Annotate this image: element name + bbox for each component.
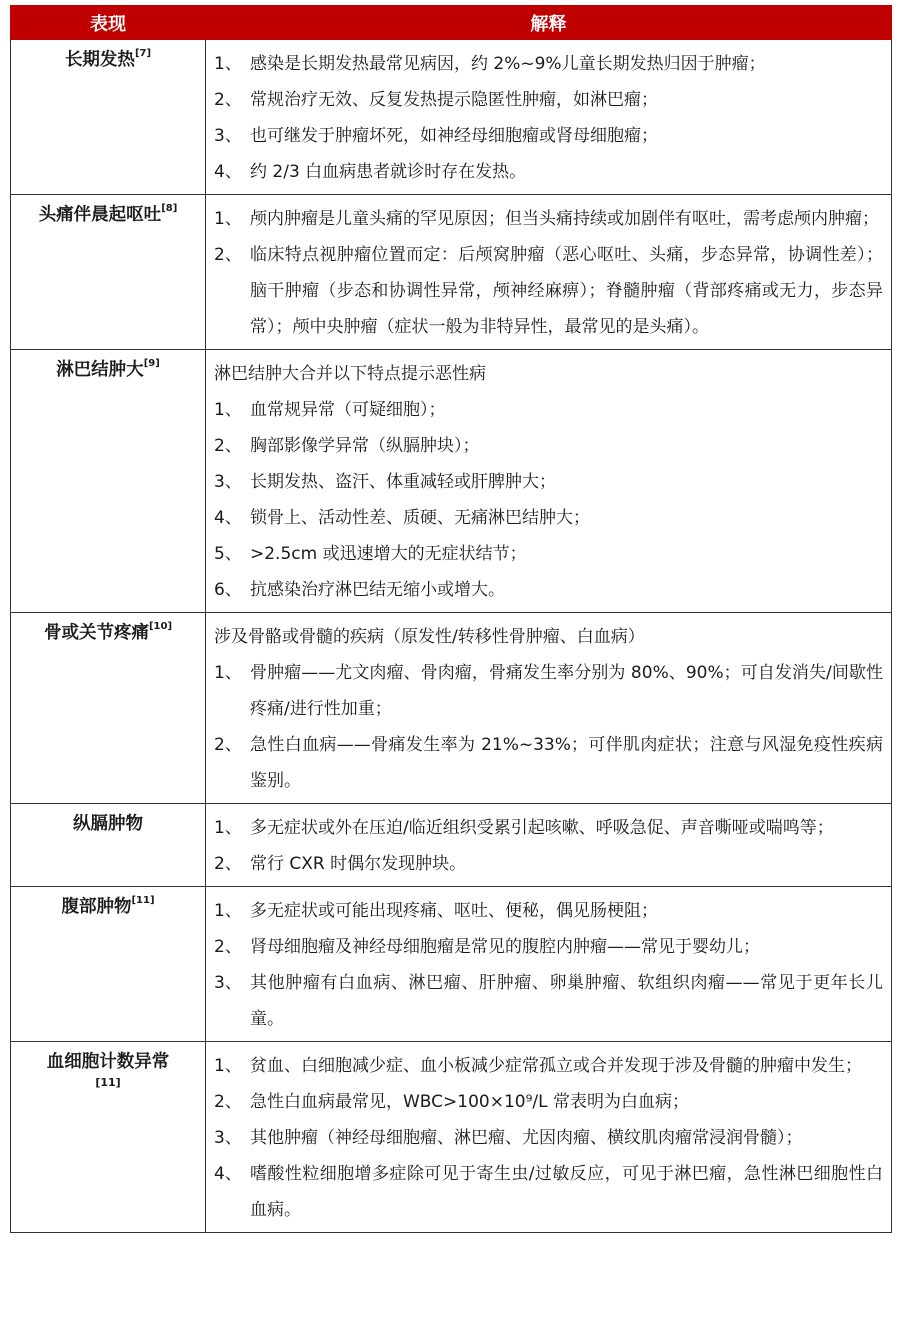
symptom-table (10, 5, 892, 1233)
item-number: 5、 (214, 544, 242, 564)
symptom-label: 纵膈肿物 (73, 814, 143, 834)
item-text: 贫血、白细胞减少症、血小板减少症常孤立或合并发现于涉及骨髓的肿瘤中发生； (250, 1056, 862, 1076)
header-symptom: 表现 (11, 6, 206, 40)
item-number: 1、 (214, 209, 242, 229)
item-number: 4、 (214, 162, 242, 182)
list-item (214, 572, 883, 608)
item-text: 其他肿瘤有白血病、淋巴瘤、肝肿瘤、卵巢肿瘤、软组织肉瘤——常见于更年长儿童。 (250, 973, 883, 1029)
explanation-intro: 淋巴结肿大合并以下特点提示恶性病 (214, 364, 486, 384)
reference-marker: [9] (143, 358, 160, 369)
item-text: 长期发热、盗汗、体重减轻或肝脾肿大； (250, 472, 556, 492)
list-item (214, 965, 883, 1037)
symptom-cell (11, 804, 206, 887)
reference-marker: [11] (131, 895, 155, 906)
item-number: 1、 (214, 54, 242, 74)
item-number: 1、 (214, 901, 242, 921)
table-row (11, 195, 892, 350)
explanation-cell (206, 40, 892, 195)
symptom-cell (11, 350, 206, 613)
item-number: 2、 (214, 937, 242, 957)
symptom-cell (11, 1042, 206, 1233)
item-number: 1、 (214, 400, 242, 420)
table-row (11, 350, 892, 613)
reference-marker: [10] (148, 621, 173, 632)
symptom-cell (11, 887, 206, 1042)
list-item (214, 929, 883, 965)
item-text: 锁骨上、活动性差、质硬、无痛淋巴结肿大； (250, 508, 590, 528)
list-item (214, 810, 883, 846)
header-explanation: 解释 (206, 6, 892, 40)
explanation-cell (206, 1042, 892, 1233)
item-text: 感染是长期发热最常见病因，约 2%~9%儿童长期发热归因于肿瘤； (250, 54, 766, 74)
table-header-row (11, 6, 892, 40)
list-item (214, 893, 883, 929)
item-text: 常规治疗无效、反复发热提示隐匿性肿瘤，如淋巴瘤； (250, 90, 658, 110)
item-text: 常行 CXR 时偶尔发现肿块。 (250, 854, 467, 874)
table-row (11, 887, 892, 1042)
item-number: 1、 (214, 1056, 242, 1076)
list-item (214, 1156, 883, 1228)
explanation-cell (206, 613, 892, 804)
item-text: 抗感染治疗淋巴结无缩小或增大。 (250, 580, 505, 600)
list-item (214, 846, 883, 882)
item-number: 2、 (214, 245, 242, 265)
item-number: 3、 (214, 973, 242, 993)
item-number: 3、 (214, 1128, 242, 1148)
explanation-intro: 涉及骨骼或骨髓的疾病（原发性/转移性骨肿瘤、白血病） (214, 627, 645, 647)
item-number: 2、 (214, 735, 242, 755)
table-row (11, 613, 892, 804)
item-text: 胸部影像学异常（纵膈肿块）； (250, 436, 480, 456)
item-text: 肾母细胞瘤及神经母细胞瘤是常见的腹腔内肿瘤——常见于婴幼儿； (250, 937, 760, 957)
table-row (11, 40, 892, 195)
explanation-cell (206, 804, 892, 887)
item-text: 多无症状或外在压迫/临近组织受累引起咳嗽、呼吸急促、声音嘶哑或喘鸣等； (250, 818, 834, 838)
item-text: 多无症状或可能出现疼痛、呕吐、便秘，偶见肠梗阻； (250, 901, 658, 921)
list-item (214, 154, 883, 190)
item-text: 约 2/3 白血病患者就诊时存在发热。 (250, 162, 527, 182)
item-number: 2、 (214, 1092, 242, 1112)
explanation-cell (206, 195, 892, 350)
explanation-cell (206, 350, 892, 613)
item-text: 血常规异常（可疑细胞）； (250, 400, 446, 420)
item-text: 骨肿瘤——尤文肉瘤、骨肉瘤，骨痛发生率分别为 80%、90%；可自发消失/间歇性疼痛/进行性加重； (250, 663, 883, 719)
item-number: 4、 (214, 1164, 242, 1184)
item-text: 嗜酸性粒细胞增多症除可见于寄生虫/过敏反应，可见于淋巴瘤，急性淋巴细胞性白血病。 (250, 1164, 883, 1220)
list-item (214, 82, 883, 118)
item-number: 6、 (214, 580, 242, 600)
list-item (214, 428, 883, 464)
list-item (214, 1120, 883, 1156)
list-item (214, 46, 883, 82)
item-text: 也可继发于肿瘤坏死，如神经母细胞瘤或肾母细胞瘤； (250, 126, 658, 146)
list-item (214, 536, 883, 572)
symptom-label: 头痛伴晨起呕吐 (38, 205, 162, 225)
item-number: 2、 (214, 90, 242, 110)
table-row (11, 1042, 892, 1233)
item-number: 2、 (214, 436, 242, 456)
item-text: 急性白血病最常见，WBC>100×10⁹/L 常表明为白血病； (250, 1092, 690, 1112)
table-row (11, 804, 892, 887)
list-item (214, 201, 883, 237)
symptom-label: 腹部肿物 (61, 897, 132, 917)
list-item (214, 237, 883, 345)
symptom-label: 骨或关节疼痛 (43, 623, 149, 643)
reference-marker: [8] (161, 203, 178, 214)
item-text: 颅内肿瘤是儿童头痛的罕见原因；但当头痛持续或加剧伴有呕吐，需考虑颅内肿瘤； (250, 209, 879, 229)
symptom-label: 血细胞计数异常 (46, 1052, 170, 1072)
item-number: 4、 (214, 508, 242, 528)
list-item (214, 118, 883, 154)
list-item (214, 464, 883, 500)
list-item (214, 500, 883, 536)
list-item (214, 727, 883, 799)
item-number: 3、 (214, 126, 242, 146)
symptom-label: 淋巴结肿大 (56, 360, 144, 380)
reference-marker: [7] (134, 48, 152, 59)
explanation-cell (206, 887, 892, 1042)
symptom-label: 长期发热 (64, 50, 135, 70)
item-number: 2、 (214, 854, 242, 874)
list-item (214, 655, 883, 727)
item-text: 其他肿瘤（神经母细胞瘤、淋巴瘤、尤因肉瘤、横纹肌肉瘤常浸润骨髓）； (250, 1128, 803, 1148)
symptom-cell (11, 195, 206, 350)
list-item (214, 1048, 883, 1084)
item-text: 急性白血病——骨痛发生率为 21%~33%；可伴肌肉症状；注意与风湿免疫性疾病鉴别。 (250, 735, 883, 791)
list-item (214, 392, 883, 428)
symptom-cell (11, 40, 206, 195)
item-number: 1、 (214, 663, 242, 683)
item-number: 3、 (214, 472, 242, 492)
reference-marker: [11] (95, 1076, 121, 1090)
symptom-cell (11, 613, 206, 804)
item-number: 1、 (214, 818, 242, 838)
item-text: 临床特点视肿瘤位置而定：后颅窝肿瘤（恶心呕吐、头痛，步态异常，协调性差）；脑干肿瘤（步态和协调性异常，颅神经麻痹）；脊髓肿瘤（背部疼痛或无力，步态异常）；颅中央肿瘤（症状一般为非特异性，最常见的是头痛）。 (250, 245, 883, 337)
list-item (214, 1084, 883, 1120)
item-text: >2.5cm 或迅速增大的无症状结节； (250, 544, 527, 564)
